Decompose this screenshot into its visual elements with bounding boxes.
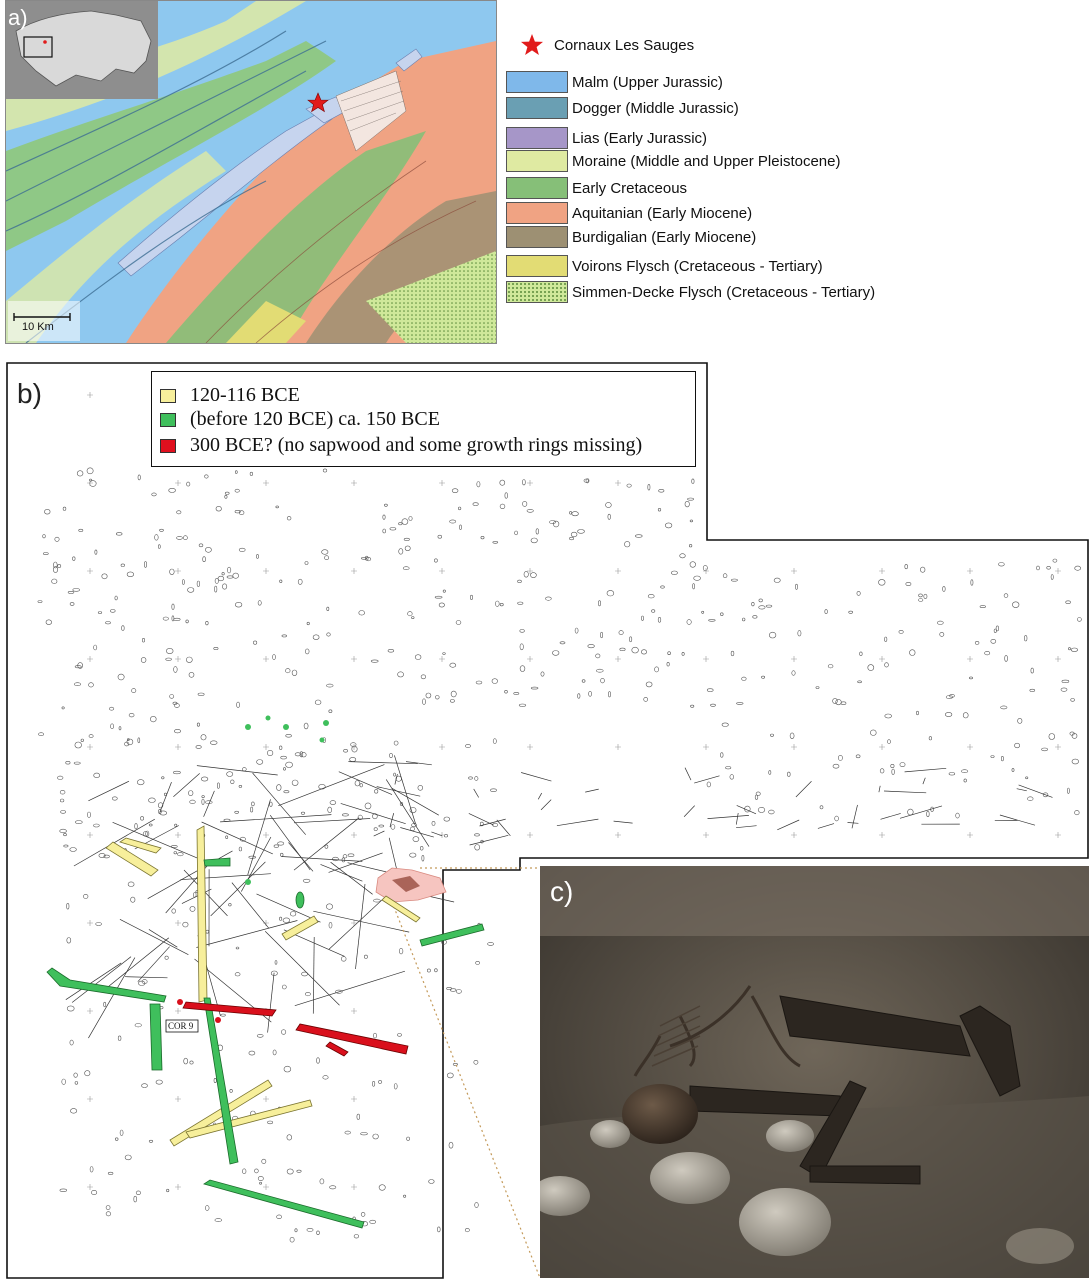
sample-label-cor9: COR 9 [168, 1021, 193, 1031]
timber-green [296, 892, 304, 908]
scale-bar-label: 10 Km [22, 321, 54, 333]
dating-legend [151, 371, 696, 467]
dating-legend-item [160, 434, 642, 457]
panel-label-a: a) [8, 5, 28, 31]
geology-legend-label: Malm (Upper Jurassic) [572, 74, 723, 91]
panel-label-b: b) [17, 378, 42, 410]
site-legend-label: Cornaux Les Sauges [554, 37, 694, 54]
dating-swatch [160, 389, 176, 403]
dating-legend-label: 300 BCE? (no sapwood and some growth rings missing) [190, 434, 642, 457]
geology-legend-label: Burdigalian (Early Miocene) [572, 229, 756, 246]
dating-legend-item [160, 408, 440, 431]
geology-legend-label: Voirons Flysch (Cretaceous - Tertiary) [572, 258, 823, 275]
timber-green [150, 1004, 162, 1070]
burial-photograph [540, 866, 1089, 1278]
geology-legend-label: Simmen-Decke Flysch (Cretaceous - Tertiary) [572, 284, 875, 301]
geology-legend-label: Early Cretaceous [572, 180, 687, 197]
geology-legend-label: Aquitanian (Early Miocene) [572, 205, 752, 222]
dating-legend-label: (before 120 BCE) ca. 150 BCE [190, 408, 440, 431]
dating-legend-item [160, 384, 300, 407]
dating-swatch [160, 439, 176, 453]
geology-legend-label: Moraine (Middle and Upper Pleistocene) [572, 153, 840, 170]
dating-legend-label: 120-116 BCE [190, 384, 300, 407]
panel-label-c: c) [550, 876, 573, 908]
geology-legend-label: Lias (Early Jurassic) [572, 130, 707, 147]
geology-legend-label: Dogger (Middle Jurassic) [572, 100, 739, 117]
dating-swatch [160, 413, 176, 427]
